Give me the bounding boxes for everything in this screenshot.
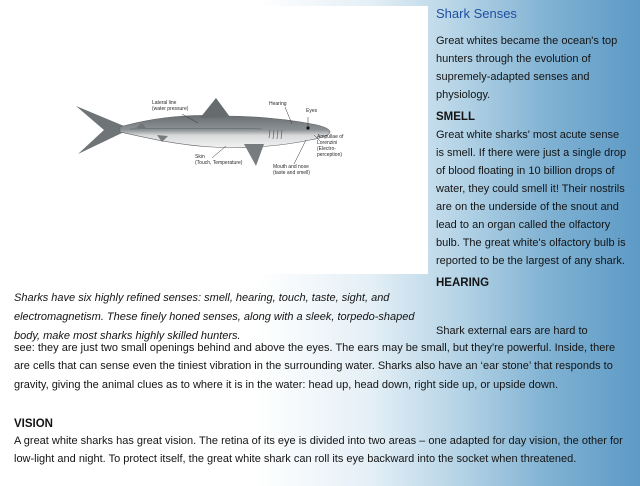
sidebar-column xyxy=(436,6,628,292)
label-ampullae-2: Lorenzini xyxy=(317,140,338,146)
label-lateral-line-sub: (water pressure) xyxy=(152,106,189,112)
label-skin: Skin xyxy=(195,154,205,160)
hearing-paragraph-start: Shark external ears are hard to xyxy=(436,325,588,337)
smell-heading: SMELL xyxy=(436,111,475,123)
page-title: Shark Senses xyxy=(436,6,517,21)
shark-body xyxy=(120,115,330,147)
label-hearing: Hearing xyxy=(269,101,287,107)
figure-caption: Sharks have six highly refined senses: smell, hearing, touch, taste, sight, and electromagnetism. These finely honed senses, along with a sleek, torpedo-shaped body, make most sharks highly skilled hunters. xyxy=(14,292,415,342)
shark-illustration xyxy=(12,6,428,274)
tail-fin xyxy=(76,106,124,154)
vision-heading: VISION xyxy=(14,418,53,430)
eye xyxy=(306,126,309,129)
label-skin-sub: (Touch, Temperature) xyxy=(195,160,243,166)
label-lateral-line: Lateral line xyxy=(152,100,177,106)
pectoral-fin xyxy=(244,144,264,166)
label-ampullae-4: perception) xyxy=(317,152,343,158)
hearing-heading: HEARING xyxy=(436,277,490,289)
label-mouth-sub: (taste and smell) xyxy=(273,170,310,176)
smell-paragraph: Great white sharks' most acute sense is smell. If there were just a single drop of blood floating in 10 billion drops of water, they could smell it! Their nostrils are on the underside of the snout and lead to an organ called the olfactory bulb. The great white's olfactory bulb is reported to be the largest of any shark. xyxy=(436,129,627,267)
shark-diagram xyxy=(12,6,428,274)
intro-paragraph: Great whites became the ocean's top hunters through the evolution of supremely-adapted senses and physiology. xyxy=(436,35,618,101)
label-mouth: Mouth and nose xyxy=(273,164,309,170)
vision-paragraph: A great white sharks has great vision. The retina of its eye is divided into two areas – one adapted for day vision, the other for low-light and night. To protect itself, the great white shark can roll its eye backward into the socket when threatened. xyxy=(14,435,623,466)
dorsal-fin xyxy=(200,98,230,118)
label-eyes: Eyes xyxy=(306,108,318,114)
label-ampullae: Ampullae of xyxy=(317,134,344,140)
label-ampullae-3: (Electro- xyxy=(317,146,336,152)
hearing-paragraph: see: they are just two small openings behind and above the eyes. The ears may be small, but they're powerful. Inside, there are cells that can sense even the tiniest vibration in the surrounding water. Sharks also have an ‘ear stone’ that responds to gravity, giving the animal clues as to where it is in the water: head up, head down, right side up, or upside down. xyxy=(14,342,616,391)
